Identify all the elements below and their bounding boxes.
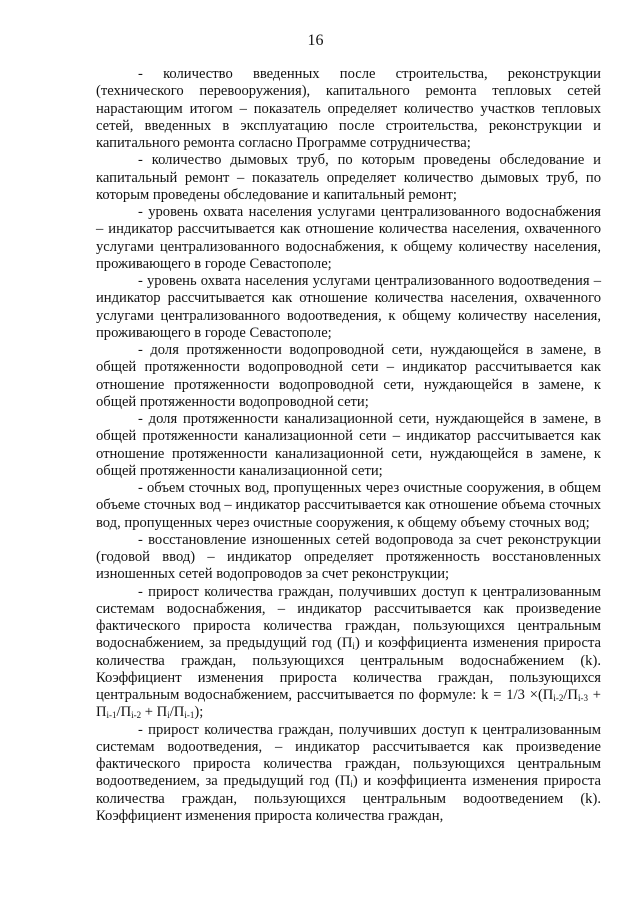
paragraph-sewerage-coverage: - уровень охвата населения услугами централизованного водоотведения – индикатор рассчитывается как отношение количества населения, охваченного услугами централизованного водоотведения, к общему количеству населения, проживающего в городе Севастополе; xyxy=(96,273,601,341)
paragraph-water-network-restoration: - восстановление изношенных сетей водопровода за счет реконструкции (годовой ввод) – индикатор определяет протяженность восстановленных изношенных сетей водопроводов за счет реконструкции; xyxy=(96,531,601,583)
paragraph-text: - прирост количества граждан, получивших доступ к централизованным системам водоснабжения, – индикатор рассчитывается как произведение фактического прироста количества граждан, пользующихся центральным водоснабжением, за предыдущий год (П xyxy=(96,583,601,652)
paragraph-water-network-replacement: - доля протяженности водопроводной сети, нуждающейся в замене, в общей протяженности водопроводной сети – индикатор рассчитывается как отношение протяженности водопроводной сети, нуждающейся в замене, к общей протяженности водопроводной сети; xyxy=(96,342,601,410)
paragraph-heat-networks: - количество введенных после строительства, реконструкции (технического перевооружения), капитального ремонта тепловых сетей нарастающим итогом – показатель определяет количество участков тепловых сетей, введенных в эксплуатацию после строительства, реконструкции и капитального ремонта согласно Программе сотрудничества; xyxy=(96,66,601,151)
page-number: 16 xyxy=(307,32,324,49)
paragraph-text: ) и коэффициента изменения прироста количества граждан, пользующихся центральным водоснабжением (k). Коэффициент изменения прироста количества граждан, пользующихся центральным водоснабжением, рассчитывается по формуле: xyxy=(96,635,601,703)
paragraph-water-supply-growth xyxy=(96,584,601,722)
paragraph-chimneys: - количество дымовых труб, по которым проведены обследование и капитальный ремонт – показатель определяет количество дымовых труб, по которым проведены обследование и капитальный ремонт; xyxy=(96,152,601,203)
paragraph-sewer-network-replacement: - доля протяженности канализационной сети, нуждающейся в замене, в общей протяженности канализационной сети – индикатор рассчитывается как отношение протяженности канализационной сети, нуждающейся в замене, к общей протяженности канализационной сети; xyxy=(96,411,601,479)
paragraph-water-supply-coverage: - уровень охвата населения услугами централизованного водоснабжения – индикатор рассчитывается как отношение количества населения, охваченного услугами централизованного водоснабжения, к общему количеству населения, проживающего в городе Севастополе; xyxy=(96,204,601,272)
paragraph-wastewater-treatment: - объем сточных вод, пропущенных через очистные сооружения, в общем объеме сточных вод – индикатор рассчитывается как отношение объема сточных вод, пропущенных через очистные сооружения, к общему объему сточных вод; xyxy=(96,480,601,531)
paragraph-sewerage-growth xyxy=(96,722,601,826)
paragraph-text: - прирост количества граждан, получивших доступ к централизованным системам водоотведения, – индикатор рассчитывается как произведение фактического прироста количества граждан, пользующихся центральным водоотведением, за предыдущий год (П xyxy=(96,721,601,790)
subscript: i xyxy=(350,779,353,790)
document-body xyxy=(96,66,601,825)
coefficient-formula: $k = 1/3 \times(П_{i-2}/П_{i-3} + П_{i-1}/П_{i-2} + П_i/П_{i-1})$; xyxy=(96,687,601,721)
subscript: i xyxy=(352,641,355,652)
paragraph-text: ) и коэффициента изменения прироста количества граждан, пользующихся центральным водоотведением (k). Коэффициент изменения прироста количества граждан, xyxy=(96,773,601,824)
